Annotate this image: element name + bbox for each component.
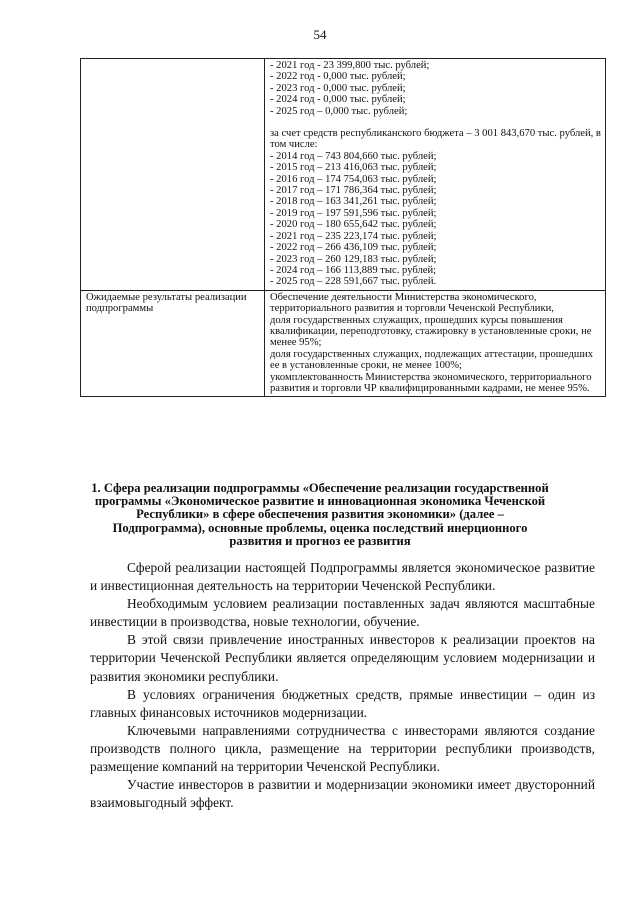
page-number: 54 xyxy=(313,27,327,42)
budget-line: - 2016 год – 174 754,063 тыс. рублей; xyxy=(270,173,437,185)
section-heading: 1. Сфера реализации подпрограммы «Обеспечение реализации государственной программы «Экономическое развитие и инновационная экономика Чеченской Республики» в сфере обеспечения развития экономики» (далее – Подпрограмма), основные проблемы, оценка последствий инерционного развития и прогноз ее развития xyxy=(91,481,549,548)
budget-line: - 2025 год – 228 591,667 тыс. рублей. xyxy=(270,276,437,288)
funding-line: - 2021 год - 23 399,800 тыс. рублей; xyxy=(270,60,430,71)
results-line: доля государственных служащих, прошедших курсы повышения квалификации, переподготовку, стажировку в установленные сроки, не менее 95%; xyxy=(270,314,592,349)
budget-line: - 2023 год – 260 129,183 тыс. рублей; xyxy=(270,253,437,265)
budget-line: - 2020 год – 180 655,642 тыс. рублей; xyxy=(270,219,437,231)
republican-budget-intro: за счет средств республиканского бюджета – 3 001 843,670 тыс. рублей, в том числе: xyxy=(270,128,601,151)
body-paragraph: Необходимым условием реализации поставленных задач являются масштабные инвестиции в производства, новые технологии, обучение. xyxy=(90,596,595,630)
results-label: Ожидаемые результаты реализации подпрограммы xyxy=(81,290,265,397)
budget-line: - 2017 год – 171 786,364 тыс. рублей; xyxy=(270,185,437,197)
body-paragraph: Ключевыми направлениями сотрудничества с инвесторами являются создание производств полного цикла, размещение на территории республики производств, размещение компаний на территории Чеченской Республики. xyxy=(90,722,595,775)
budget-line: - 2021 год – 235 223,174 тыс. рублей; xyxy=(270,230,437,242)
budget-line: - 2018 год – 163 341,261 тыс. рублей; xyxy=(270,196,437,208)
funding-line: - 2022 год - 0,000 тыс. рублей; xyxy=(270,71,406,83)
results-row xyxy=(81,290,606,397)
body-paragraph: Участие инвесторов в развитии и модернизации экономики имеет двусторонний взаимовыгодный эффект. xyxy=(90,777,595,811)
body-paragraph: Сферой реализации настоящей Подпрограммы является экономическое развитие и инвестиционная деятельность на территории Чеченской Республики. xyxy=(90,560,595,594)
budget-line: - 2022 год – 266 436,109 тыс. рублей; xyxy=(270,242,437,254)
funding-value-cell xyxy=(265,59,606,291)
results-line: укомплектованность Министерства экономического, территориального развития и торговли ЧР квалифицированными кадрами, не менее 95%. xyxy=(270,371,592,394)
funding-line: - 2024 год - 0,000 тыс. рублей; xyxy=(270,94,406,106)
budget-line: - 2024 год – 166 113,889 тыс. рублей; xyxy=(270,264,437,276)
results-value-cell xyxy=(265,290,606,397)
budget-line: - 2015 год – 213 416,063 тыс. рублей; xyxy=(270,162,437,174)
funding-line: - 2025 год – 0,000 тыс. рублей; xyxy=(270,105,408,117)
funding-line: - 2023 год - 0,000 тыс. рублей; xyxy=(270,82,406,94)
budget-line: - 2019 год – 197 591,596 тыс. рублей; xyxy=(270,207,437,219)
body-text xyxy=(90,559,595,812)
results-line: Обеспечение деятельности Министерства экономического, территориального развития и торговли Чеченской Республики, xyxy=(270,291,554,315)
passport-table xyxy=(80,58,606,397)
funding-label-cell xyxy=(81,59,265,291)
body-paragraph: В этой связи привлечение иностранных инвесторов к реализации проектов на территории Чеченской Республики является определяющим условием модернизации и развития экономики республики. xyxy=(90,632,595,684)
results-line: доля государственных служащих, подлежащих аттестации, прошедших ее в установленные сроки, не менее 100%; xyxy=(270,348,593,372)
body-paragraph: В условиях ограничения бюджетных средств, прямые инвестиции – один из главных финансовых источников модернизации. xyxy=(90,686,595,720)
budget-line: - 2014 год – 743 804,660 тыс. рублей; xyxy=(270,150,437,162)
funding-row xyxy=(81,59,606,291)
